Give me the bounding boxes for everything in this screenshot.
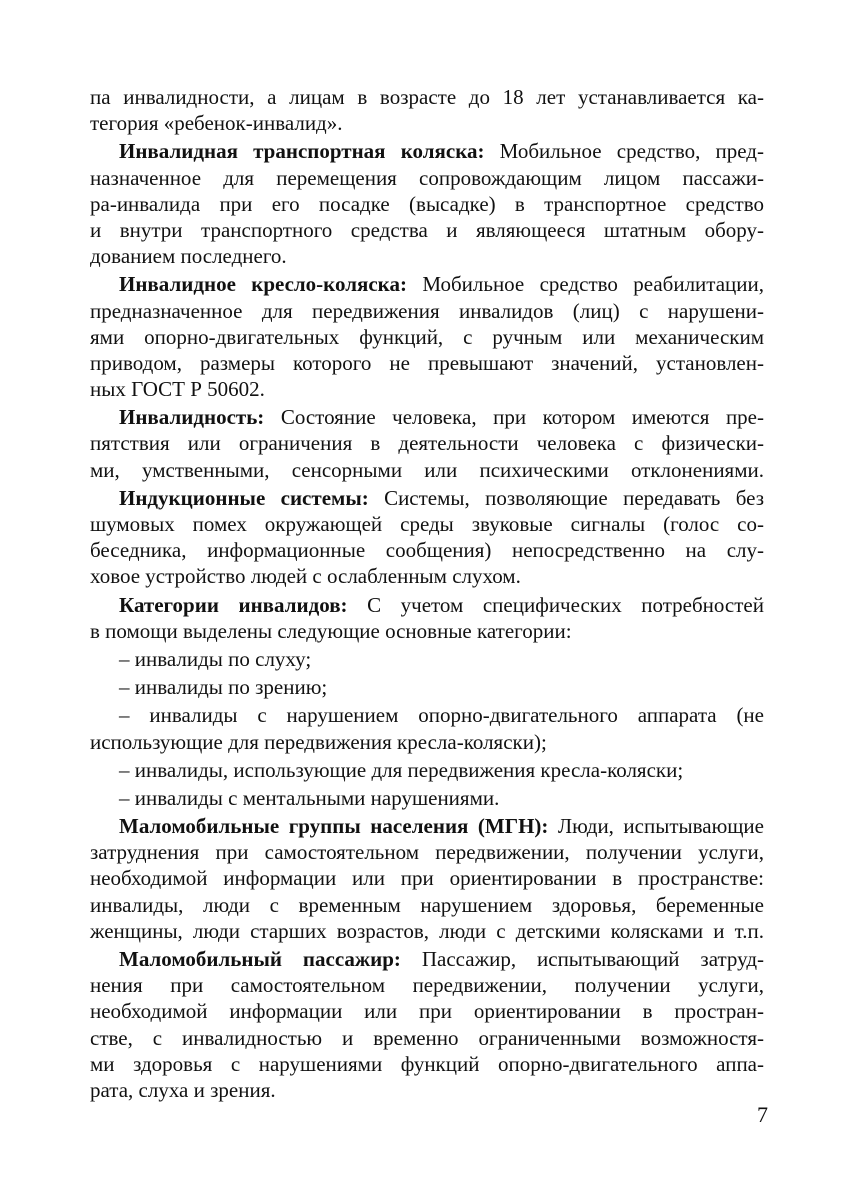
line-text: стве, с инвалидностью и временно ограниченными возможностя- [90, 1025, 764, 1050]
line-text: Мобильное средство, пред- [499, 139, 764, 164]
text-line [90, 865, 764, 891]
line-text: – инвалиды с нарушением опорно-двигательного аппарата (не [119, 703, 764, 728]
glossary-entry [90, 138, 764, 269]
glossary-entry [90, 271, 764, 402]
glossary-term: Маломобильные группы населения (МГН): [119, 814, 549, 839]
paragraph [90, 702, 764, 754]
line-text: в помощи выделены следующие основные категории: [90, 618, 572, 643]
text-line [90, 674, 764, 700]
paragraph [90, 757, 764, 783]
line-text: Мобильное средство реабилитации, [422, 272, 765, 297]
glossary-entry [90, 946, 764, 1103]
text-line [90, 918, 764, 944]
text-line [90, 404, 764, 430]
text-line [90, 892, 764, 918]
text-line [90, 271, 764, 297]
glossary-entry [90, 592, 764, 644]
glossary-entry [90, 404, 764, 483]
line-text: Состояние человека, при котором имеются пре- [280, 405, 764, 430]
line-text: ми здоровья с нарушениями функций опорно-двигательного аппа- [90, 1051, 764, 1076]
line-text: тегория «ребенок-инвалид». [90, 111, 343, 136]
text-line [90, 592, 764, 618]
document-page [90, 84, 764, 1103]
line-text: беседника, информационные сообщения) непосредственно на слу- [90, 538, 764, 563]
text-line [90, 1077, 764, 1103]
line-text: ми, умственными, сенсорными или психическими отклонениями. [90, 457, 764, 482]
text-line [90, 243, 764, 269]
line-text: Системы, позволяющие передавать без [384, 485, 764, 510]
text-line [90, 1051, 764, 1077]
text-line [90, 972, 764, 998]
text-line [90, 217, 764, 243]
text-line [90, 350, 764, 376]
line-text: пятствия или ограничения в деятельности человека с физически- [90, 431, 764, 456]
text-line [90, 813, 764, 839]
text-line [90, 729, 764, 755]
text-line [90, 110, 764, 136]
line-text: дованием последнего. [90, 244, 287, 269]
line-text: ями опорно-двигательных функций, с ручным или механическим [90, 324, 764, 349]
glossary-entry [90, 813, 764, 944]
glossary-term: Индукционные системы: [119, 485, 369, 510]
line-text: ных ГОСТ Р 50602. [90, 377, 265, 402]
text-line [90, 702, 764, 728]
line-text: инвалиды, люди с временным нарушением здоровья, беременные [90, 892, 764, 917]
line-text: ховое устройство людей с ослабленным слухом. [90, 564, 521, 589]
line-text: нения при самостоятельном передвижении, получении услуги, [90, 973, 764, 998]
line-text: назначенное для перемещения сопровождающим лицом пассажи- [90, 165, 764, 190]
glossary-term: Категории инвалидов: [119, 592, 348, 617]
line-text: па инвалидности, а лицам в возрасте до 18 лет устанавливается ка- [90, 85, 764, 109]
text-line [90, 298, 764, 324]
line-text: рата, слуха и зрения. [90, 1077, 276, 1102]
line-text: ра-инвалида при его посадке (высадке) в транспортное средство [90, 191, 764, 216]
line-text: С учетом специфических потребностей [367, 592, 764, 617]
text-line [90, 430, 764, 456]
glossary-term: Маломобильный пассажир: [119, 947, 401, 971]
paragraph [90, 785, 764, 811]
line-text: предназначенное для передвижения инвалидов (лиц) с нарушени- [90, 298, 764, 323]
text-line [90, 165, 764, 191]
paragraph [90, 84, 764, 136]
text-line [90, 646, 764, 672]
line-text: Люди, испытывающие [557, 814, 764, 839]
glossary-term: Инвалидная транспортная коляска: [119, 139, 485, 164]
line-text: – инвалиды по слуху; [119, 646, 312, 671]
text-line [90, 511, 764, 537]
text-line [90, 563, 764, 589]
line-text: затруднения при самостоятельном передвижении, получении услуги, [90, 840, 764, 865]
line-text: использующие для передвижения кресла-коляски); [90, 729, 547, 754]
line-text: необходимой информации или при ориентировании в пространстве: [90, 866, 764, 891]
text-line [90, 376, 764, 402]
text-line [90, 457, 764, 483]
text-line [90, 998, 764, 1024]
text-line [90, 1025, 764, 1051]
line-text: – инвалиды с ментальными нарушениями. [119, 785, 500, 810]
line-text: необходимой информации или при ориентировании в простран- [90, 999, 764, 1024]
glossary-entry [90, 485, 764, 590]
text-line [90, 785, 764, 811]
text-line [90, 946, 764, 972]
paragraph [90, 646, 764, 672]
page-number: 7 [757, 1102, 768, 1127]
line-text: и внутри транспортного средства и являющееся штатным обору- [90, 217, 764, 242]
text-line [90, 757, 764, 783]
text-line [90, 839, 764, 865]
text-line [90, 618, 764, 644]
text-line [90, 537, 764, 563]
text-line [90, 191, 764, 217]
line-text: шумовых помех окружающей среды звуковые сигналы (голос со- [90, 512, 764, 536]
text-line [90, 138, 764, 164]
line-text: – инвалиды по зрению; [119, 675, 328, 700]
text-line [90, 485, 764, 511]
line-text: – инвалиды, использующие для передвижения кресла-коляски; [119, 757, 684, 782]
glossary-term: Инвалидность: [119, 405, 265, 430]
line-text: приводом, размеры которого не превышают значений, установлен- [90, 350, 764, 375]
line-text: женщины, люди старших возрастов, люди с детскими колясками и т.п. [90, 918, 764, 943]
text-line [90, 84, 764, 110]
paragraph [90, 674, 764, 700]
glossary-term: Инвалидное кресло-коляска: [119, 272, 407, 297]
line-text: Пассажир, испытывающий затруд- [421, 947, 765, 971]
text-line [90, 324, 764, 350]
